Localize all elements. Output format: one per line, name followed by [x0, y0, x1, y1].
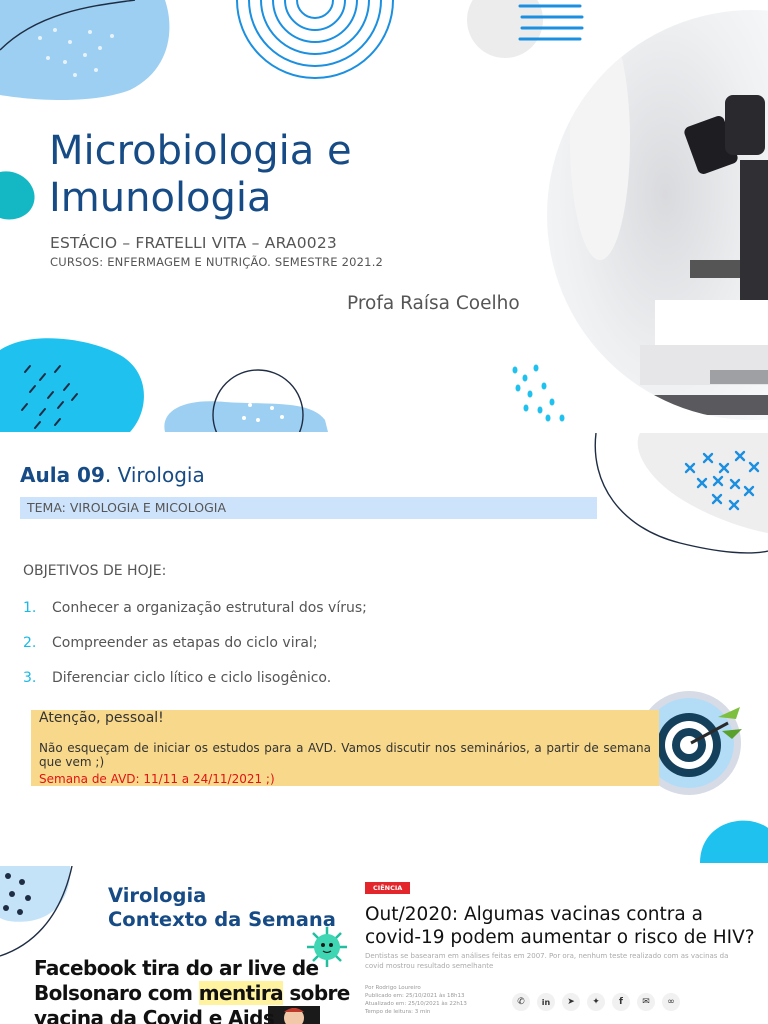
share-bar: [512, 993, 680, 1011]
teal-blob-shape: [0, 171, 35, 219]
notice-body: Não esqueçam de iniciar os estudos para a AVD. Vamos discutir nos seminários, a partir de semana que vem ;): [39, 741, 651, 769]
news-headline-hiv: Out/2020: Algumas vacinas contra a covid-19 podem aumentar o risco de HIV?: [365, 904, 755, 948]
fb-text: sobre: [283, 981, 350, 1005]
objective-number: 3.: [23, 670, 37, 686]
whatsapp-icon[interactable]: ✆: [512, 993, 530, 1011]
lesson-name: . Virologia: [104, 463, 205, 487]
drop-pattern: [513, 365, 565, 422]
objective-text: Conhecer a organização estrutural dos vírus;: [52, 600, 367, 616]
email-icon[interactable]: ✉: [637, 993, 655, 1011]
cyan-blob-shape: [0, 338, 144, 432]
context-title-line-2: Contexto da Semana: [108, 908, 336, 931]
objective-text: Diferenciar ciclo lítico e ciclo lisogênico.: [52, 670, 332, 686]
objective-item: [23, 600, 367, 616]
professor-name: Profa Raísa Coelho: [347, 293, 520, 314]
cyan-blob-shape: [700, 821, 768, 863]
institution-subtitle: ESTÁCIO – FRATELLI VITA – ARA0023: [50, 234, 337, 252]
article-meta: [365, 984, 467, 1016]
title-line-1: Microbiologia e: [49, 128, 352, 174]
concentric-arcs: [237, 0, 393, 78]
meta-updated: Atualizado em: 25/10/2021 às 22h13: [365, 1001, 467, 1007]
courses-subtitle: CURSOS: ENFERMAGEM E NUTRIÇÃO. SEMESTRE 2021.2: [50, 255, 384, 269]
meta-author: Por Rodrigo Loureiro: [365, 985, 421, 991]
highlighted-word: mentira: [198, 981, 284, 1005]
context-title-line-1: Virologia: [108, 884, 207, 907]
context-slide: [0, 866, 768, 1024]
notice-title: Atenção, pessoal!: [39, 710, 164, 726]
news-headline-facebook: [34, 956, 350, 1024]
lesson-number: Aula 09: [20, 463, 105, 487]
lesson-slide: [0, 433, 768, 863]
fb-line-3: vacina da Covid e Aids: [34, 1006, 275, 1024]
microscope-photo: [540, 0, 768, 432]
facebook-icon[interactable]: f: [612, 993, 630, 1011]
lesson-heading: [20, 463, 205, 487]
objective-number: 2.: [23, 635, 37, 651]
presentation-title: [49, 128, 429, 222]
blue-blob-shape: [0, 0, 169, 100]
meta-reading: Tempo de leitura: 3 min: [365, 1009, 431, 1015]
fb-line-2: [34, 981, 350, 1006]
linkedin-icon[interactable]: in: [537, 993, 555, 1011]
context-title: [108, 884, 336, 932]
telegram-icon[interactable]: ➤: [562, 993, 580, 1011]
fb-line-1: Facebook tira do ar live de: [34, 956, 319, 980]
title-slide: [0, 0, 768, 432]
link-icon[interactable]: ∞: [662, 993, 680, 1011]
objective-item: [23, 670, 331, 686]
objective-item: [23, 635, 318, 651]
objective-number: 1.: [23, 600, 37, 616]
category-tag: CIÊNCIA: [365, 882, 410, 894]
title-line-2: Imunologia: [49, 175, 272, 221]
twitter-icon[interactable]: ✦: [587, 993, 605, 1011]
meta-published: Publicado em: 25/10/2021 às 18h13: [365, 993, 465, 999]
objectives-heading: OBJETIVOS DE HOJE:: [23, 563, 167, 579]
topic-text: TEMA: VIROLOGIA E MICOLOGIA: [27, 500, 227, 515]
notice-date: Semana de AVD: 11/11 a 24/11/2021 ;): [39, 772, 275, 786]
news-snippet: Dentistas se basearam em análises feitas em 2007. Por ora, nenhum teste realizado com as vacinas da covid mostrou resultado semelhante: [365, 952, 729, 970]
fb-text: Bolsonaro com: [34, 981, 199, 1005]
objective-text: Compreender as etapas do ciclo viral;: [52, 635, 318, 651]
